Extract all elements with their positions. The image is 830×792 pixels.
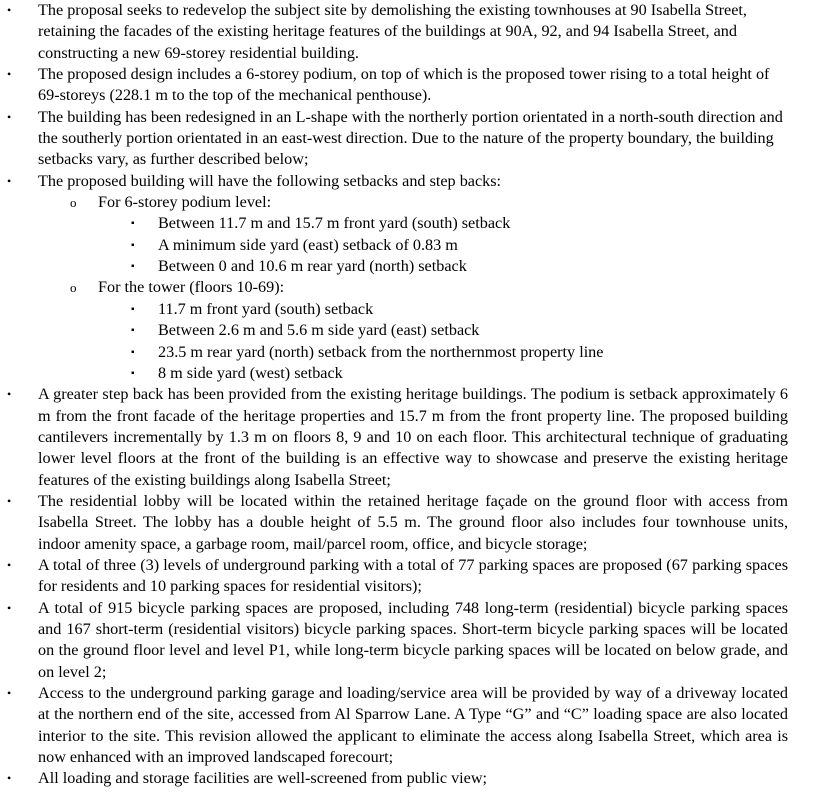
list-item [0, 0, 788, 64]
list-item [0, 683, 788, 768]
item-text: The proposal seeks to redevelop the subject site by demolishing the existing townhouses at 90 Isabella Street, retaining the facades of the existing heritage features of the buildings at 90A, 92, and 94 Isabella Street, and constructing a new 69-storey residential building. [38, 1, 747, 62]
setback-item [98, 299, 788, 320]
bullet-square: ▪ [131, 239, 135, 251]
item-text: Access to the underground parking garage and loading/service area will be provided by way of a driveway located at the northern end of the site, accessed from Al Sparrow Lane. A Type “G” and “C” loading space are also located interior to the site. This revision allowed the applicant to eliminate the access along Isabella Street, which area is now enhanced with an improved landscaped forecourt; [38, 684, 788, 767]
bullet-dot: • [7, 387, 12, 402]
list-item [0, 64, 788, 107]
list-item [0, 768, 788, 789]
sublist-item-tower [38, 277, 788, 384]
bullet-square: ▪ [131, 261, 135, 273]
bullet-square: ▪ [131, 218, 135, 230]
setback-text: A minimum side yard (east) setback of 0.83 m [158, 235, 458, 254]
setback-text: 11.7 m front yard (south) setback [158, 299, 374, 318]
bullet-dot: • [7, 771, 12, 786]
bullet-dot: • [7, 600, 12, 615]
setback-text: Between 0 and 10.6 m rear yard (north) setback [158, 257, 467, 276]
bullet-square: ▪ [131, 303, 135, 315]
item-text: The proposed design includes a 6-storey podium, on top of which is the proposed tower rising to a total height of 69-storeys (228.1 m to the top of the mechanical penthouse). [38, 65, 770, 105]
item-text: A total of 915 bicycle parking spaces are proposed, including 748 long-term (residential) bicycle parking spaces and 167 short-term (residential visitors) bicycle parking spaces. Short-term bicycle parking spaces will be located on the ground floor level and level P1, while long-term bicycle parking spaces will be located on below grade, and on level 2; [38, 598, 788, 681]
list-item [0, 384, 788, 491]
bullet-circle: o [70, 195, 77, 211]
bullet-dot: • [7, 173, 12, 188]
item-text: The proposed building will have the following setbacks and step backs: [38, 171, 502, 190]
bullet-dot: • [7, 67, 12, 82]
item-text: The building has been redesigned in an L-shape with the northerly portion orientated in a north-south direction and the southerly portion orientated in an east-west direction. Due to the nature of the property boundary, the building setbacks vary, as further described below; [38, 107, 783, 169]
setback-item [98, 213, 788, 234]
setback-text: Between 2.6 m and 5.6 m side yard (east) setback [158, 321, 480, 340]
list-item [0, 598, 788, 683]
bullet-circle: o [70, 280, 77, 296]
setback-text: 23.5 m rear yard (north) setback from the northernmost property line [158, 342, 604, 361]
setback-text: 8 m side yard (west) setback [158, 363, 343, 382]
bullet-square: ▪ [131, 346, 135, 358]
bullet-square: ▪ [131, 325, 135, 337]
setback-item [98, 235, 788, 256]
setback-item [98, 363, 788, 384]
sublist-item-podium [38, 192, 788, 277]
setbacks-sublist [38, 192, 788, 384]
setback-item [98, 342, 788, 363]
list-item [0, 107, 788, 171]
sublist-heading: For 6-storey podium level: [98, 193, 272, 212]
setback-text: Between 11.7 m and 15.7 m front yard (south) setback [158, 214, 511, 233]
bullet-dot: • [7, 686, 12, 700]
bullet-dot: • [7, 109, 12, 124]
item-text: The residential lobby will be located within the retained heritage façade on the ground floor with access from Isabella Street. The lobby has a double height of 5.5 m. The ground floor also includes four townhouse units, indoor amenity space, a garbage room, mail/parcel room, office, and bicycle storage; [38, 491, 788, 553]
item-text: A total of three (3) levels of underground parking with a total of 77 parking spaces are proposed (67 parking spaces for residents and 10 parking spaces for residential visitors); [38, 555, 788, 596]
setback-item [98, 320, 788, 341]
list-item [0, 491, 788, 555]
list-item-setbacks [0, 171, 788, 384]
setback-item [98, 256, 788, 277]
item-text: All loading and storage facilities are well-screened from public view; [38, 769, 488, 788]
bullet-square: ▪ [131, 367, 135, 379]
list-item [0, 555, 788, 598]
bullet-dot: • [7, 557, 12, 572]
item-text: A greater step back has been provided from the existing heritage buildings. The podium is setback approximately 6 m from the front facade of the heritage properties and 15.7 m from the front property line. The proposed building cantilevers incrementally by 1.3 m on floors 8, 9 and 10 on each floor. This architectural technique of graduating lower level floors at the front of the building is an effective way to showcase and preserve the existing heritage features of the existing buildings along Isabella Street; [38, 385, 788, 489]
bullet-dot: • [7, 3, 12, 17]
sublist-heading: For the tower (floors 10-69): [98, 278, 285, 297]
bullet-dot: • [7, 493, 12, 508]
podium-setbacks-list [98, 213, 788, 277]
tower-setbacks-list [98, 299, 788, 384]
